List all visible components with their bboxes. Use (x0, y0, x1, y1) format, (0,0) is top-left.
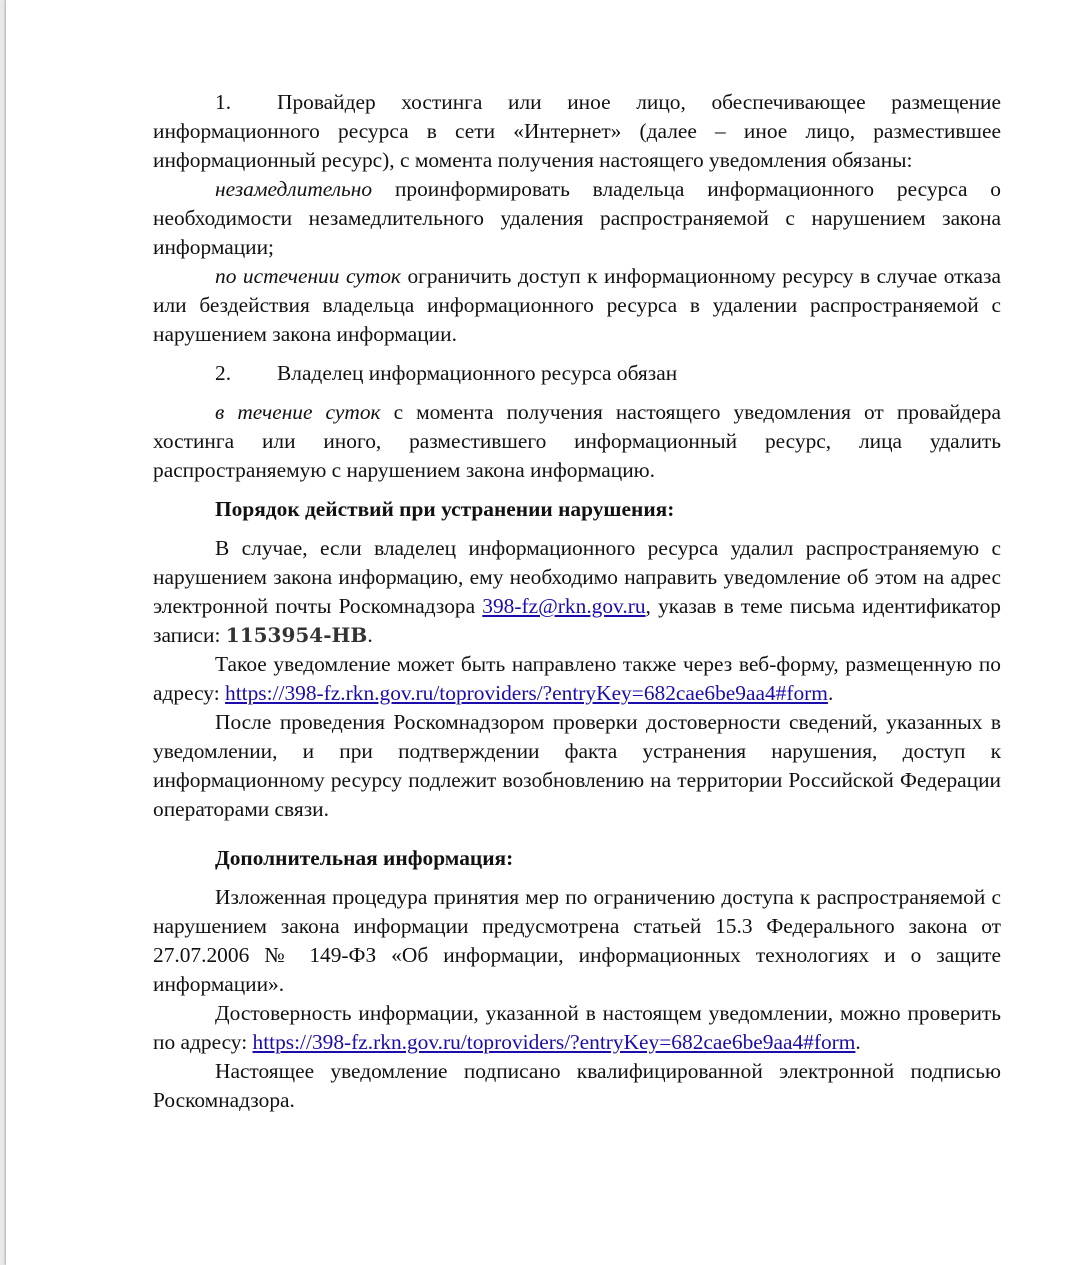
item-2-number: 2. (215, 361, 232, 385)
item-1-sub2-text: ограничить доступ к информационному ресурсу в случае отказа или бездействия владельца информационного ресурса в удалении распространяемой с нарушением закона информации. (153, 264, 1001, 346)
additional-paragraph-1: Изложенная процедура принятия мер по ограничению доступа к распространяемой с нарушением закона информации предусмотрена статьей 15.3 Федерального закона от 27.07.2006 № 149-ФЗ «Об информации, информационных технологиях и о защите информации». (153, 885, 1001, 996)
item-1-sub1-emphasis: незамедлительно (215, 177, 373, 201)
additional-paragraph-2 (153, 999, 1001, 1057)
item-1-sub2-emphasis: по истечении суток (215, 264, 401, 288)
procedure-p1-text: В случае, если владелец информационного ресурса удалил распространяемую с нарушением закона информацию, ему необходимо направить уведомление об этом на адрес электронной почты Роскомнадзора (153, 536, 1001, 618)
item-2-sub-emphasis: в течение суток (215, 400, 381, 424)
additional-p2-end: . (855, 1030, 861, 1054)
item-2 (153, 359, 1001, 388)
item-1 (153, 88, 1001, 175)
record-identifier: 1153954-НВ (225, 623, 368, 647)
item-2-text: Владелец информационного ресурса обязан (277, 361, 678, 385)
procedure-heading: Порядок действий при устранении нарушения: (215, 497, 675, 521)
verify-link[interactable]: https://398-fz.rkn.gov.ru/toproviders/?entryKey=682cae6be9aa4#form (252, 1030, 856, 1054)
item-2-subparagraph (153, 398, 1001, 485)
document-page (6, 0, 1080, 1265)
item-1-number: 1. (215, 90, 232, 114)
additional-paragraph-3: Настоящее уведомление подписано квалифицированной электронной подписью Роскомнадзора. (153, 1059, 1001, 1112)
procedure-p2-text: Такое уведомление может быть направлено также через веб-форму, размещенную по адресу: (153, 652, 1001, 705)
item-1-subparagraph-1 (153, 175, 1001, 262)
item-1-sub1-text: проинформировать владельца информационного ресурса о необходимости незамедлительного удаления распространяемой с нарушением закона информации; (153, 177, 1001, 259)
document-body (153, 88, 1001, 1115)
procedure-p2-end: . (827, 681, 834, 705)
item-2-sub-text: с момента получения настоящего уведомления от провайдера хостинга или иного, разместившего информационный ресурс, лица удалить распространяемую с нарушением закона информацию. (153, 400, 1001, 482)
additional-p2-text: Достоверность информации, указанной в настоящем уведомлении, можно проверить по адресу: (153, 1001, 1001, 1054)
procedure-paragraph-3: После проведения Роскомнадзором проверки достоверности сведений, указанных в уведомлении, и при подтверждении факта устранения нарушения, доступ к информационному ресурсу подлежит возобновлению на территории Российской Федерации операторами связи. (153, 710, 1001, 821)
webform-link[interactable]: https://398-fz.rkn.gov.ru/toproviders/?entryKey=682cae6be9aa4#form (225, 681, 828, 705)
procedure-p1-middle: , указав в теме письма идентификатор записи: (153, 594, 1001, 647)
procedure-paragraph-1 (153, 534, 1001, 650)
email-link[interactable]: 398-fz@rkn.gov.ru (482, 594, 646, 618)
procedure-paragraph-2 (153, 650, 1001, 708)
additional-heading: Дополнительная информация: (215, 846, 514, 870)
item-1-subparagraph-2 (153, 262, 1001, 349)
item-1-text: Провайдер хостинга или иное лицо, обеспечивающее размещение информационного ресурса в сети «Интернет» (далее – иное лицо, разместившее информационный ресурс), с момента получения настоящего уведомления обязаны: (153, 90, 1001, 172)
procedure-p1-end: . (367, 623, 373, 647)
